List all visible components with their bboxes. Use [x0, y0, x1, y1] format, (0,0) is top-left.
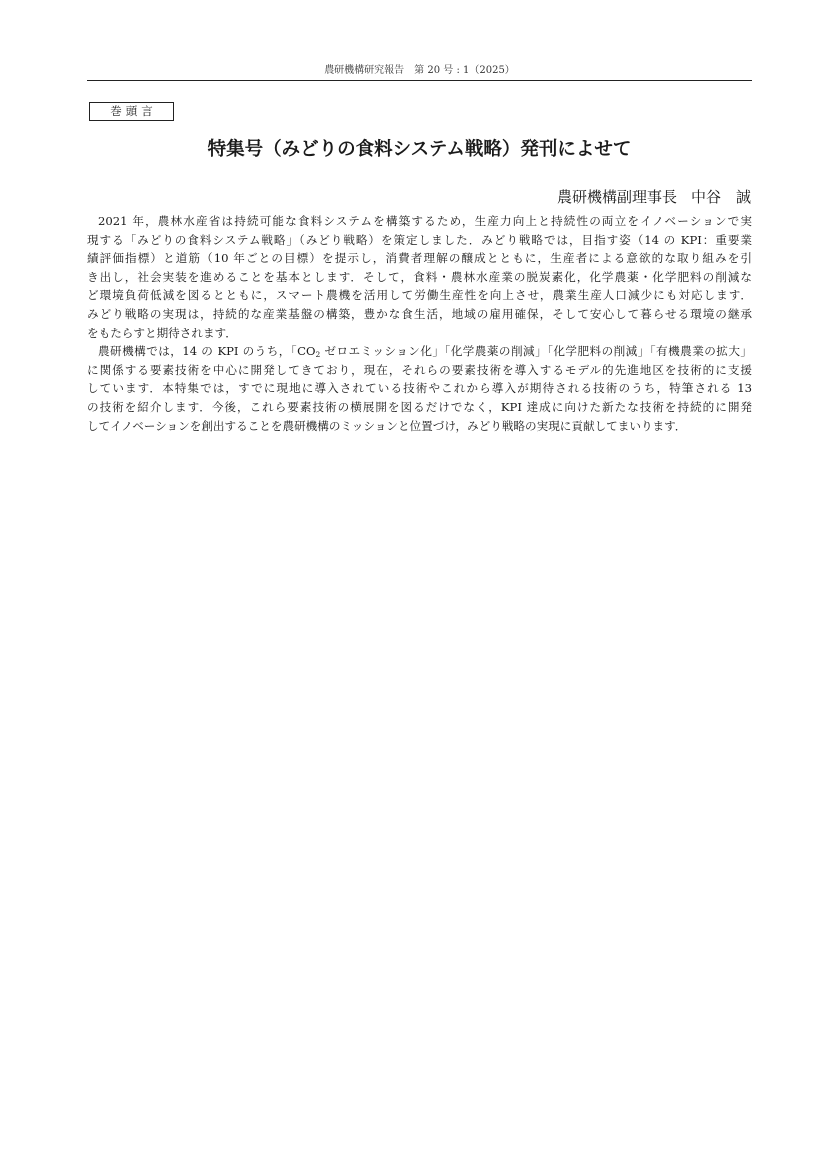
paragraph-1 [87, 212, 752, 342]
paragraph-2 [87, 342, 752, 435]
body-line: 現する「みどりの食料システム戦略」（みどり戦略）を策定しました．みどり戦略では，目指す姿（14 の KPI：重要業 [87, 232, 752, 247]
co2-subscript: 2 [315, 350, 321, 360]
author-name: 中谷 誠 [690, 188, 751, 206]
line-segment: 農研機構では，14 の KPI のうち，「 [98, 344, 298, 359]
body-line: の技術を紹介します．今後，これら要素技術の横展開を図るだけでなく，KPI 達成に向けた新たな技術を持続的に開発 [87, 399, 752, 414]
author-position: 農研機構副理事長 [556, 188, 677, 206]
running-header: 農研機構研究報告 第 20 号 : 1（2025） [324, 65, 515, 76]
body-line: 2021 年，農林水産省は持続可能な食料システムを構築するため，生産力向上と持続性の両立をイノベーションで実 [98, 214, 752, 228]
line-segment: ゼロエミッション化」「化学農薬の削減」「化学肥料の削減」「有機農業の拡大」 [320, 344, 752, 359]
body-line: しています．本特集では，すでに現地に導入されている技術やこれから導入が期待される技術のうち，特筆される 13 [87, 381, 752, 396]
body-line: をもたらすと期待されます． [87, 325, 237, 340]
body-line: 績評価指標）と道筋（10 年ごとの目標）を提示し，消費者理解の醸成とともに，生産者による意欲的な取り組みを引 [87, 251, 752, 266]
co2-formula [297, 344, 320, 358]
body-line [87, 342, 752, 361]
section-label: 巻頭言 [89, 102, 174, 121]
body-line: に関係する要素技術を中心に開発してきており，現在，それらの要素技術を導入するモデル的先進地区を技術的に支援 [87, 362, 752, 377]
header-rule [87, 80, 752, 81]
co2-text: CO [297, 344, 316, 359]
article-title: 特集号（みどりの食料システム戦略）発刊によせて [207, 139, 632, 160]
article-body [87, 212, 752, 435]
body-line: みどり戦略の実現は，持続的な産業基盤の構築，豊かな食生活，地域の雇用確保，そして安心して暮らせる環境の継承 [87, 306, 752, 321]
body-line: ど環境負荷低減を図るとともに，スマート農機を活用して労働生産性を向上させ，農業生産人口減少にも対応します． [87, 288, 752, 303]
body-line: き出し，社会実装を進めることを基本とします．そして，食料・農林水産業の脱炭素化，化学農薬・化学肥料の削減な [87, 269, 752, 284]
body-line: してイノベーションを創出することを農研機構のミッションと位置づけ，みどり戦略の実現に貢献してまいります． [87, 418, 687, 433]
author-line [557, 186, 751, 208]
